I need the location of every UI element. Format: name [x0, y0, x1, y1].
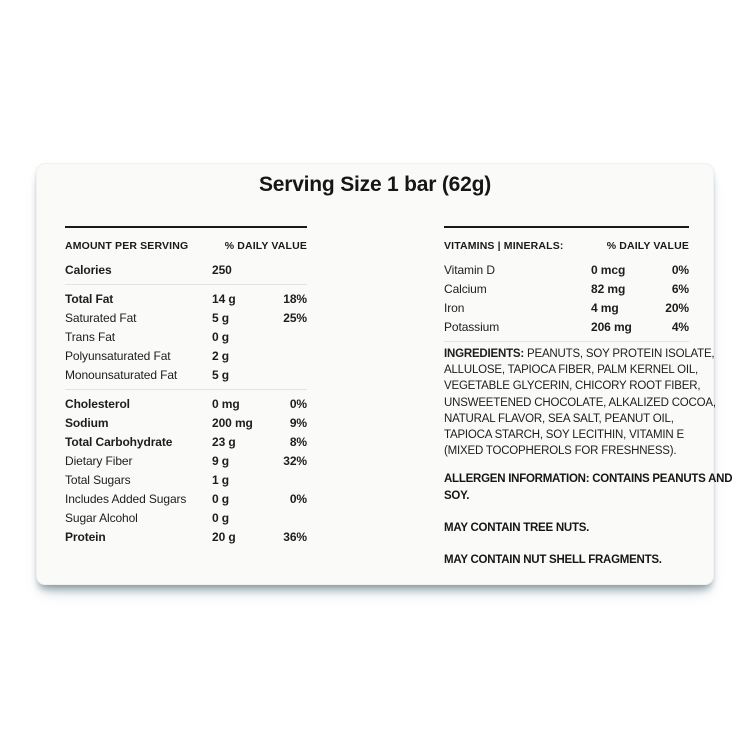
- vitamin-value: 206 mg: [591, 319, 632, 334]
- allergen-text: ALLERGEN INFORMATION: CONTAINS PEANUTS AND: [444, 473, 733, 486]
- serving-size-title: Serving Size 1 bar (62g): [258, 173, 492, 196]
- nutrient-daily-value: 0%: [289, 491, 307, 506]
- nutrient-value: 2 g: [212, 348, 230, 363]
- ingredients-line: [444, 427, 689, 443]
- allergen-line: [444, 520, 689, 536]
- vitamin-value: 0 mcg: [591, 262, 626, 277]
- nutrient-value: 0 g: [212, 510, 230, 525]
- vitamin-label: Iron: [444, 300, 465, 315]
- vitamin-daily-value: 6%: [671, 281, 689, 296]
- nutrition-row: [65, 489, 307, 508]
- vitamin-daily-value: 4%: [671, 319, 689, 334]
- nutrient-value: 23 g: [212, 434, 236, 449]
- nutrition-row: [65, 508, 307, 527]
- allergen-line: [444, 552, 689, 568]
- nutrient-label: Monounsaturated Fat: [65, 367, 178, 382]
- nutrient-label: Total Fat: [65, 291, 114, 306]
- ingredients-text: (MIXED TOCOPHEROLS FOR FRESHNESS).: [444, 445, 677, 458]
- nutrient-value: 9 g: [212, 453, 230, 468]
- allergen-text: SOY.: [444, 489, 470, 502]
- nutrient-daily-value: 0%: [289, 396, 307, 411]
- ingredients-text: NATURAL FLAVOR, SEA SALT, PEANUT OIL,: [444, 412, 674, 425]
- nutrition-row: [65, 451, 307, 470]
- nutrient-daily-value: 18%: [283, 291, 307, 306]
- vitamin-row: [444, 260, 689, 279]
- vitamins-minerals-header: VITAMINS | MINERALS:: [444, 239, 564, 252]
- nutrient-daily-value: 36%: [283, 529, 307, 544]
- vitamin-daily-value: 0%: [671, 262, 689, 277]
- separator-line: [444, 341, 689, 342]
- nutrient-label: Cholesterol: [65, 396, 130, 411]
- nutrient-daily-value: 32%: [283, 453, 307, 468]
- allergen-line: [444, 488, 689, 504]
- nutrition-row: [65, 365, 307, 384]
- nutrient-label: Polyunsaturated Fat: [65, 348, 171, 363]
- nutrient-value: 0 g: [212, 491, 230, 506]
- vitamin-label: Vitamin D: [444, 262, 495, 277]
- vitamins-table: [444, 260, 689, 336]
- ingredients-text: UNSWEETENED CHOCOLATE, ALKALIZED COCOA,: [444, 396, 716, 409]
- nutrient-value: 5 g: [212, 310, 230, 325]
- nutrient-label: Calories: [65, 262, 112, 277]
- nutrient-label: Protein: [65, 529, 106, 544]
- nutrition-row: [65, 308, 307, 327]
- nutrition-table-header: [65, 236, 307, 255]
- nutrition-row: [65, 346, 307, 365]
- nutrition-column: [65, 226, 307, 546]
- vitamin-value: 4 mg: [591, 300, 619, 315]
- ingredients-text: TAPIOCA STARCH, SOY LECITHIN, VITAMIN E: [444, 428, 684, 441]
- allergen-section: [444, 471, 733, 568]
- nutrition-table: [65, 260, 307, 546]
- nutrition-row: [65, 260, 307, 279]
- nutrient-label: Saturated Fat: [65, 310, 137, 325]
- nutrition-row: [65, 289, 307, 308]
- nutrition-row: [65, 413, 307, 432]
- nutrient-value: 250: [212, 262, 232, 277]
- ingredients-line: [444, 362, 699, 378]
- nutrient-value: 14 g: [212, 291, 236, 306]
- nutrition-facts-card: [36, 163, 733, 585]
- nutrient-value: 200 mg: [212, 415, 253, 430]
- nutrient-value: 1 g: [212, 472, 230, 487]
- nutrient-label: Sugar Alcohol: [65, 510, 138, 525]
- nutrient-value: 20 g: [212, 529, 236, 544]
- nutrient-label: Dietary Fiber: [65, 453, 133, 468]
- table-top-rule: [65, 226, 307, 228]
- nutrition-row: [65, 527, 307, 546]
- nutrient-value: 0 mg: [212, 396, 240, 411]
- nutrition-row: [65, 432, 307, 451]
- vitamin-row: [444, 279, 689, 298]
- nutrient-daily-value: 25%: [283, 310, 307, 325]
- nutrient-label: Sodium: [65, 415, 109, 430]
- ingredients-text: VEGETABLE GLYCERIN, CHICORY ROOT FIBER,: [444, 380, 701, 393]
- nutrient-value: 5 g: [212, 367, 230, 382]
- separator-line: [65, 389, 307, 390]
- nutrition-row: [65, 394, 307, 413]
- nutrition-row: [65, 327, 307, 346]
- ingredients-line: [444, 346, 715, 362]
- nutrient-label: Trans Fat: [65, 329, 116, 344]
- daily-value-header: % DAILY VALUE: [224, 239, 307, 252]
- vitamin-label: Potassium: [444, 319, 500, 334]
- allergen-line: [444, 471, 733, 487]
- daily-value-header: % DAILY VALUE: [606, 239, 689, 252]
- ingredients-text: ALLULOSE, TAPIOCA FIBER, PALM KERNEL OIL,: [444, 364, 699, 377]
- ingredients-line: [444, 443, 689, 459]
- ingredients-line: [444, 378, 701, 394]
- vitamin-daily-value: 20%: [665, 300, 689, 315]
- vitamin-row: [444, 298, 689, 317]
- ingredients-line: [444, 411, 689, 427]
- vitamin-value: 82 mg: [591, 281, 626, 296]
- vitamin-row: [444, 317, 689, 336]
- ingredients-lead-label: INGREDIENTS:: [444, 348, 528, 360]
- nutrient-daily-value: 8%: [289, 434, 307, 449]
- vitamins-ingredients-column: [444, 226, 733, 568]
- nutrition-row: [65, 470, 307, 489]
- nutrient-daily-value: 9%: [289, 415, 307, 430]
- ingredients-paragraph: [444, 346, 716, 459]
- separator-line: [65, 284, 307, 285]
- nutrient-label: Total Carbohydrate: [65, 434, 173, 449]
- ingredients-text: PEANUTS, SOY PROTEIN ISOLATE,: [527, 348, 715, 360]
- amount-per-serving-header: AMOUNT PER SERVING: [65, 239, 189, 252]
- vitamin-label: Calcium: [444, 281, 487, 296]
- nutrient-value: 0 g: [212, 329, 230, 344]
- vitamins-table-header: [444, 236, 689, 255]
- table-top-rule: [444, 226, 689, 228]
- nutrient-label: Includes Added Sugars: [65, 491, 187, 506]
- allergen-text: MAY CONTAIN TREE NUTS.: [444, 521, 590, 534]
- nutrient-label: Total Sugars: [65, 472, 131, 487]
- ingredients-line: [444, 395, 716, 411]
- allergen-text: MAY CONTAIN NUT SHELL FRAGMENTS.: [444, 553, 662, 566]
